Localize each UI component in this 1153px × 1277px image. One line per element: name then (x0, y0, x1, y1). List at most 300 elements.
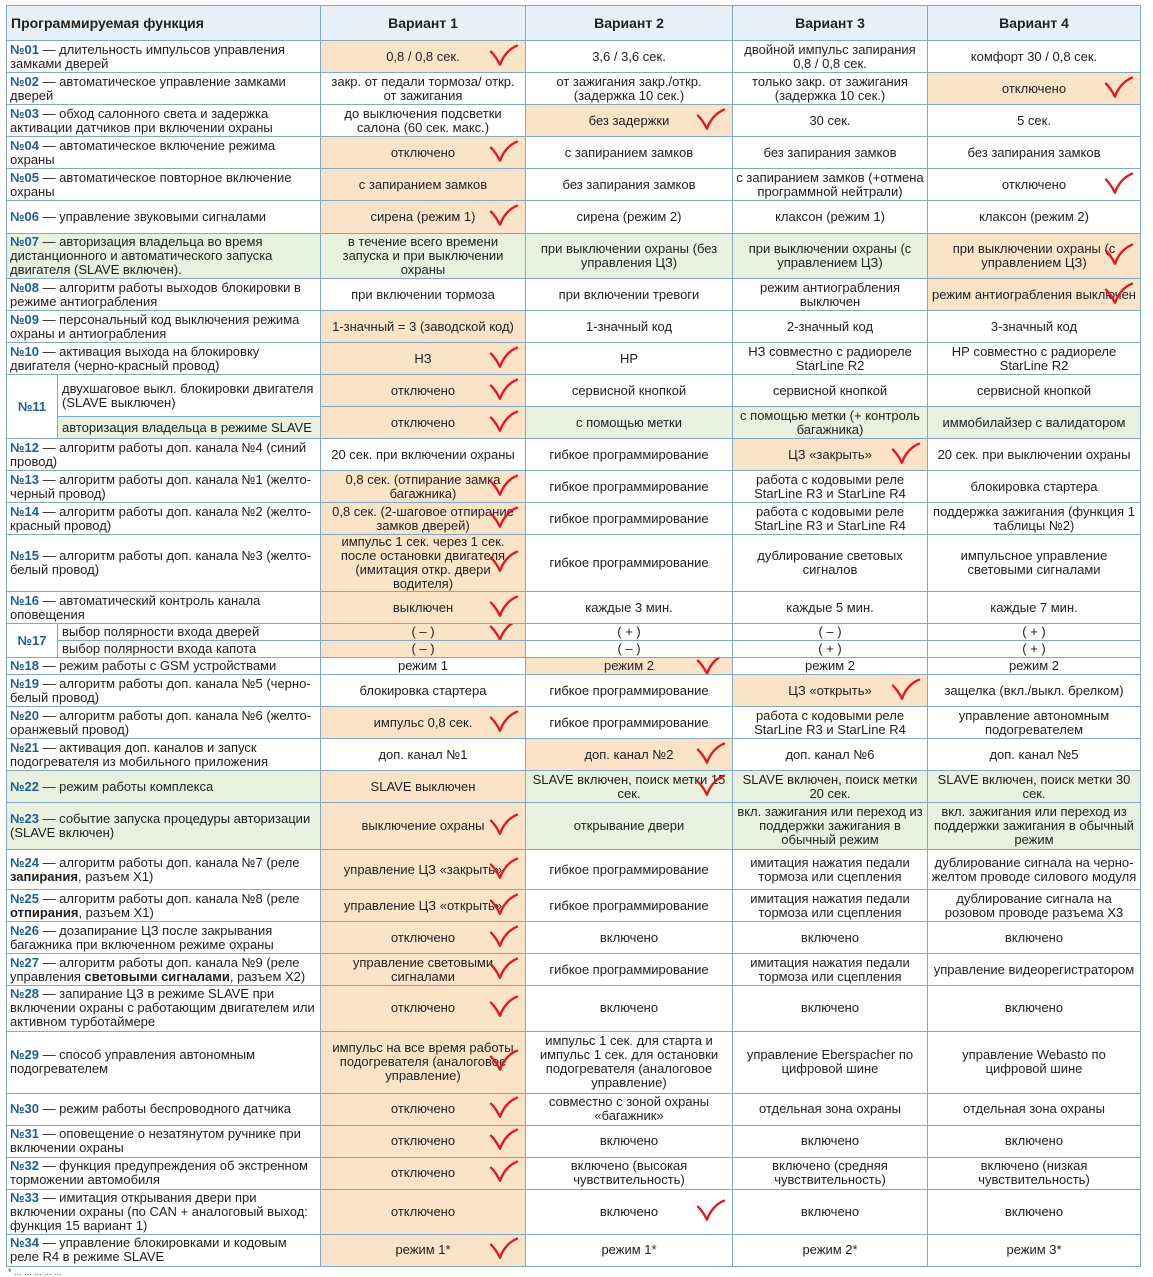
variant-4-cell (928, 707, 1141, 739)
variant-value: 2-значный код (786, 318, 874, 334)
variant-4-cell (928, 771, 1141, 803)
variant-4-cell (928, 954, 1141, 986)
variant-value: отключено (390, 1000, 456, 1016)
variant-value: управление световыми сигналами (352, 954, 494, 984)
variant-value: управление видеорегистратором (933, 961, 1135, 977)
table-row (7, 890, 1141, 922)
function-description (7, 850, 321, 890)
function-text: — активация доп. каналов и запуск подогревателя из мобильного приложения (10, 739, 269, 769)
function-id: №04 (10, 137, 39, 153)
variant-3-cell (733, 407, 928, 439)
variant-value: доп. канал №1 (378, 746, 468, 762)
table-row (7, 201, 1141, 234)
variant-value: отключено (390, 929, 456, 945)
variant-value: ( + ) (1022, 624, 1046, 640)
function-description (7, 1157, 321, 1189)
variant-3-cell (733, 922, 928, 954)
variant-value: вкл. зажигания или переход из поддержки зажигания в обычный режим (934, 804, 1134, 848)
table-row (7, 707, 1141, 739)
variant-3-cell (733, 41, 928, 73)
function-description (7, 201, 321, 234)
variant-value: иммобилайзер с валидатором (942, 414, 1126, 430)
function-text: — алгоритм работы доп. канала №1 (желто-черный провод) (10, 471, 312, 501)
variant-value: НР (619, 350, 639, 366)
variant-value: выключение охраны (361, 818, 485, 834)
variant-2-cell (526, 1093, 733, 1125)
function-id: №25 (10, 890, 39, 906)
variant-2-cell (526, 739, 733, 771)
variant-value: включено (1004, 929, 1064, 945)
variant-value: при включении тревоги (558, 286, 700, 302)
function-text: — управление блокировками и кодовым реле R4 в режиме SLAVE (10, 1235, 287, 1265)
table-row (7, 73, 1141, 105)
function-group (7, 624, 321, 658)
variant-value: импульсное управление световыми сигналами (960, 548, 1108, 578)
table-row (7, 922, 1141, 954)
function-description (7, 707, 321, 739)
variant-2-cell (526, 1234, 733, 1266)
variant-value: включено (высокая чувствительность) (570, 1158, 688, 1188)
variant-1-cell (321, 535, 526, 592)
variant-3-cell (733, 771, 928, 803)
variant-1-cell (321, 73, 526, 105)
function-text: — активация выхода на блокировку двигателя (черно-красный провод) (10, 343, 260, 373)
variant-value: включено (низкая чувствительность) (978, 1158, 1090, 1188)
variant-value: включено (599, 929, 659, 945)
variant-1-cell (321, 343, 526, 375)
table-row (7, 535, 1141, 592)
function-id: №21 (10, 739, 39, 755)
function-description (7, 986, 321, 1031)
variant-value: включено (1004, 1133, 1064, 1149)
variant-value: ( + ) (818, 641, 842, 657)
variant-value: режим антиограбления выключен (759, 279, 901, 309)
variant-value: гибкое программирование (549, 682, 709, 698)
variant-value: защелка (вкл./выкл. брелком) (944, 682, 1124, 698)
function-group-row (7, 624, 320, 641)
variant-3-cell (733, 986, 928, 1031)
variant-value: НЗ (414, 350, 432, 366)
variant-2-cell (526, 201, 733, 234)
red-checkmark-icon (696, 106, 726, 132)
variant-value: режим 2 (1008, 658, 1060, 674)
variant-3-cell (733, 73, 928, 105)
settings-table (6, 5, 1141, 1267)
variant-value: отдельная зона охраны (963, 1101, 1105, 1117)
function-id: №03 (10, 105, 39, 121)
function-id: №08 (10, 279, 39, 295)
function-id: №10 (10, 343, 39, 359)
variant-3-cell (733, 343, 928, 375)
function-text-tail: , разъем X1) (78, 904, 154, 920)
variant-4-cell (928, 803, 1141, 850)
variant-1-cell (321, 850, 526, 890)
variant-4-cell (928, 1189, 1141, 1234)
function-description (7, 675, 321, 707)
function-id: №11 (17, 398, 47, 414)
variant-4-cell (928, 922, 1141, 954)
variant-2-cell (526, 535, 733, 592)
variant-4-cell (928, 279, 1141, 311)
function-description (58, 641, 321, 658)
table-row (7, 471, 1141, 503)
function-text: — режим работы с GSM устройствами (38, 658, 277, 674)
function-description (7, 1189, 321, 1234)
table-row (7, 986, 1141, 1031)
function-description (7, 41, 321, 73)
variant-1-cell (321, 407, 526, 439)
function-text: — режим работы беспроводного датчика (38, 1101, 292, 1117)
variant-value: комфорт 30 / 0,8 сек. (970, 48, 1098, 64)
function-id: №34 (10, 1235, 39, 1251)
function-description (7, 73, 321, 105)
table-row (7, 343, 1141, 375)
variant-value: открывание двери (573, 818, 685, 834)
variant-4-cell (928, 343, 1141, 375)
variant-3-cell (733, 1093, 928, 1125)
variant-1-cell (321, 1234, 526, 1266)
function-text-bold: световыми сигналами (84, 968, 230, 984)
table-row (7, 375, 1141, 407)
function-id: №27 (10, 954, 39, 970)
function-description (7, 803, 321, 850)
function-id: №29 (10, 1047, 39, 1063)
variant-2-cell (526, 234, 733, 279)
variant-2-cell (526, 105, 733, 137)
variant-value: ЦЗ «закрыть» (788, 446, 872, 462)
variant-value: 20 сек. при выключении охраны (937, 446, 1131, 462)
variant-value: SLAVE выключен (370, 778, 476, 794)
table-row (7, 1189, 1141, 1234)
variant-2-cell (526, 986, 733, 1031)
red-checkmark-icon (696, 741, 726, 767)
variant-1-cell (321, 471, 526, 503)
red-checkmark-icon (489, 994, 519, 1020)
variant-1-cell (321, 41, 526, 73)
variant-3-cell (733, 375, 928, 407)
variant-value: включено (800, 1203, 860, 1219)
function-description (7, 279, 321, 311)
variant-value: доп. канал №5 (989, 746, 1079, 762)
variant-1-cell (321, 169, 526, 201)
function-id: №09 (10, 311, 39, 327)
variant-value: блокировка стартера (970, 478, 1098, 494)
table-row (7, 592, 1141, 624)
variant-value: управление ЦЗ «закрыть» (343, 861, 503, 877)
function-id: №06 (10, 209, 39, 225)
variant-1-cell (321, 105, 526, 137)
variant-value: отключено (1001, 176, 1067, 192)
function-text: — режим работы комплекса (38, 778, 214, 794)
variant-2-cell (526, 675, 733, 707)
variant-2-cell (526, 771, 733, 803)
function-id: №12 (10, 439, 39, 455)
function-description (7, 592, 321, 624)
variant-value: имитация нажатия педали тормоза или сцепления (750, 954, 910, 984)
red-checkmark-icon (489, 709, 519, 735)
red-checkmark-icon (489, 376, 519, 402)
variant-value: управление Eberspacher по цифровой шине (746, 1047, 914, 1077)
variant-3-cell (733, 1234, 928, 1266)
function-description (7, 234, 321, 279)
variant-1-cell (321, 641, 526, 658)
variant-3-cell (733, 1031, 928, 1093)
variant-value: 20 сек. при включении охраны (331, 446, 515, 462)
variant-value: режим антиограбления выключен (932, 286, 1136, 302)
variant-3-cell (733, 803, 928, 850)
variant-value: ( – ) (617, 641, 641, 657)
variant-1-cell (321, 675, 526, 707)
function-id: №33 (10, 1189, 39, 1205)
red-checkmark-icon (489, 408, 519, 434)
variant-value: управление автономным подогревателем (958, 707, 1110, 737)
variant-value: режим 3* (1006, 1242, 1062, 1258)
red-checkmark-icon (489, 924, 519, 950)
variant-1-cell (321, 803, 526, 850)
function-id: №01 (10, 41, 39, 57)
variant-2-cell (526, 471, 733, 503)
function-text: — алгоритм работы доп. канала №7 (реле (38, 854, 300, 870)
variant-value: режим 2* (802, 1242, 858, 1258)
table-row (7, 1157, 1141, 1189)
function-id: №18 (10, 658, 39, 674)
variant-value: 30 сек. (809, 112, 851, 128)
table-header-row (7, 6, 1141, 41)
variant-value: 0,8 сек. (2-шаговое отпирание замков дверей) (332, 503, 514, 533)
variant-3-cell (733, 592, 928, 624)
table-row (7, 739, 1141, 771)
variant-1-cell (321, 279, 526, 311)
variant-3-cell (733, 234, 928, 279)
function-text-bold: запирания (10, 868, 78, 884)
variant-value: отключено (390, 144, 456, 160)
variant-4-cell (928, 535, 1141, 592)
red-checkmark-icon (891, 676, 921, 702)
table-row (7, 105, 1141, 137)
variant-value: гибкое программирование (549, 510, 709, 526)
function-text: — алгоритм работы доп. канала №9 (реле управления (10, 954, 300, 984)
variant-value: дублирование сигнала на розовом проводе разъема X3 (944, 890, 1124, 920)
variant-1-cell (321, 1031, 526, 1093)
variant-1-cell (321, 707, 526, 739)
variant-4-cell (928, 739, 1141, 771)
variant-3-cell (733, 707, 928, 739)
variant-2-cell (526, 169, 733, 201)
function-id: №13 (10, 471, 39, 487)
function-group-row (7, 375, 320, 417)
function-text: — длительность импульсов управления замками дверей (10, 41, 285, 71)
variant-2-cell (526, 890, 733, 922)
table-row (7, 311, 1141, 343)
function-id: №02 (10, 73, 39, 89)
variant-value: отключено (390, 1101, 456, 1117)
variant-value: с запиранием замков (564, 144, 694, 160)
variant-3-cell (733, 954, 928, 986)
variant-value: 3-значный код (990, 318, 1078, 334)
function-id: №32 (10, 1158, 39, 1174)
variant-value: закр. от педали тормоза/ откр. от зажигания (331, 73, 515, 103)
red-checkmark-icon (1104, 74, 1134, 100)
variant-value: импульс 0,8 сек. (373, 714, 473, 730)
function-number (7, 375, 58, 438)
table-row (7, 675, 1141, 707)
variant-value: двойной импульс запирания 0,8 / 0,8 сек. (744, 41, 916, 71)
table-row (7, 1093, 1141, 1125)
variant-value: режим 1* (395, 1242, 451, 1258)
variant-value: без запирания замков (562, 176, 696, 192)
variant-3-cell (733, 675, 928, 707)
function-group (7, 375, 321, 439)
function-group-inner (7, 624, 320, 657)
variant-2-cell (526, 624, 733, 641)
table-row (7, 279, 1141, 311)
variant-2-cell (526, 503, 733, 535)
variant-1-cell (321, 771, 526, 803)
function-description (7, 890, 321, 922)
function-text: авторизация владельца в режиме SLAVE (62, 419, 312, 435)
variant-4-cell (928, 592, 1141, 624)
variant-3-cell (733, 658, 928, 675)
variant-value: гибкое программирование (549, 555, 709, 571)
function-text: — дозапирание ЦЗ после закрывания багажника при включенном режиме охраны (10, 922, 274, 952)
function-text: — алгоритм работы доп. канала №4 (синий провод) (10, 439, 307, 469)
variant-value: НР совместно с радиореле StarLine R2 (951, 343, 1117, 373)
variant-value: поддержка зажигания (функция 1 таблицы №2) (933, 503, 1135, 533)
variant-value: отключено (1001, 80, 1067, 96)
table-row (7, 771, 1141, 803)
function-id: №17 (17, 632, 47, 648)
function-id: №05 (10, 169, 39, 185)
variant-1-cell (321, 922, 526, 954)
table-row (7, 41, 1141, 73)
function-text: двухшаговое выкл. блокировки двигателя (SLAVE выключен) (62, 380, 314, 410)
variant-value: SLAVE включен, поиск метки 20 сек. (742, 771, 918, 801)
variant-1-cell (321, 311, 526, 343)
variant-value: 0,8 сек. (отпирание замка багажника) (345, 471, 501, 501)
function-description (58, 417, 321, 438)
red-checkmark-icon (489, 956, 519, 982)
variant-4-cell (928, 890, 1141, 922)
variant-value: отключено (390, 414, 456, 430)
variant-value: сервисной кнопкой (976, 382, 1092, 398)
variant-4-cell (928, 658, 1141, 675)
variant-value: гибкое программирование (549, 961, 709, 977)
variant-4-cell (928, 503, 1141, 535)
variant-3-cell (733, 890, 928, 922)
variant-value: режим 2 (804, 658, 856, 674)
function-id: №14 (10, 503, 39, 519)
red-checkmark-icon (891, 440, 921, 466)
variant-2-cell (526, 73, 733, 105)
variant-3-cell (733, 739, 928, 771)
variant-value: включено (средняя чувствительность) (772, 1158, 888, 1188)
variant-3-cell (733, 169, 928, 201)
function-description (58, 375, 321, 417)
variant-value: при выключении охраны (с управлением ЦЗ) (952, 241, 1116, 271)
variant-4-cell (928, 1157, 1141, 1189)
header-variant-4: Вариант 4 (928, 6, 1141, 41)
function-text: — способ управления автономным подогревателем (10, 1047, 256, 1077)
function-id: №15 (10, 548, 39, 564)
function-description (7, 658, 321, 675)
function-id: №20 (10, 707, 39, 723)
table-row (7, 954, 1141, 986)
red-checkmark-icon (489, 1127, 519, 1153)
variant-value: включено (1004, 1203, 1064, 1219)
variant-3-cell (733, 503, 928, 535)
table-row (7, 1031, 1141, 1093)
function-number (7, 624, 58, 657)
variant-value: включено (1004, 1000, 1064, 1016)
variant-1-cell (321, 1189, 526, 1234)
variant-value: клаксон (режим 2) (979, 209, 1089, 225)
function-group-inner (7, 375, 320, 438)
variant-3-cell (733, 1157, 928, 1189)
function-description (7, 922, 321, 954)
variant-4-cell (928, 73, 1141, 105)
variant-4-cell (928, 169, 1141, 201)
table-row (7, 503, 1141, 535)
variant-value: сирена (режим 2) (576, 209, 682, 225)
variant-2-cell (526, 592, 733, 624)
variant-value: каждые 7 мин. (990, 599, 1078, 615)
variant-value: выключен (392, 599, 454, 615)
variant-3-cell (733, 439, 928, 471)
function-description (58, 624, 321, 641)
variant-2-cell (526, 343, 733, 375)
variant-4-cell (928, 986, 1141, 1031)
variant-value: без запирания замков (763, 144, 897, 160)
variant-value: SLAVE включен, поиск метки 15 сек. (532, 771, 726, 801)
function-id: №19 (10, 675, 39, 691)
variant-value: без задержки (588, 112, 670, 128)
function-id: №31 (10, 1126, 39, 1142)
variant-value: каждые 3 мин. (585, 599, 673, 615)
function-description (7, 1093, 321, 1125)
variant-value: работа с кодовыми реле StarLine R3 и StarLine R4 (754, 471, 906, 501)
table-row (7, 658, 1141, 675)
function-id: №30 (10, 1101, 39, 1117)
variant-4-cell (928, 1031, 1141, 1093)
header-function: Программируемая функция (7, 6, 321, 41)
variant-4-cell (928, 201, 1141, 234)
variant-2-cell (526, 1031, 733, 1093)
variant-3-cell (733, 201, 928, 234)
variant-value: включено (800, 1000, 860, 1016)
variant-value: отключено (390, 1133, 456, 1149)
variant-value: каждые 5 мин. (786, 599, 874, 615)
function-id: №23 (10, 811, 39, 827)
variant-1-cell (321, 439, 526, 471)
function-text: — управление звуковыми сигналами (38, 209, 267, 225)
variant-value: в течение всего времени запуска и при выключении охраны (342, 234, 504, 278)
variant-value: режим 2 (603, 658, 655, 674)
variant-2-cell (526, 707, 733, 739)
variant-value: гибкое программирование (549, 446, 709, 462)
variant-2-cell (526, 375, 733, 407)
variant-value: доп. канал №6 (785, 746, 875, 762)
function-text: — алгоритм работы доп. канала №8 (реле (38, 890, 300, 906)
variant-1-cell (321, 234, 526, 279)
variant-value: 5 сек. (1017, 112, 1051, 128)
variant-3-cell (733, 137, 928, 169)
variant-value: включено (599, 1203, 659, 1219)
variant-value: с запиранием замков (+отмена программной нейтрали) (736, 169, 924, 199)
function-description (7, 439, 321, 471)
function-description (7, 535, 321, 592)
variant-value: режим 1 (397, 658, 449, 674)
red-checkmark-icon (489, 593, 519, 619)
